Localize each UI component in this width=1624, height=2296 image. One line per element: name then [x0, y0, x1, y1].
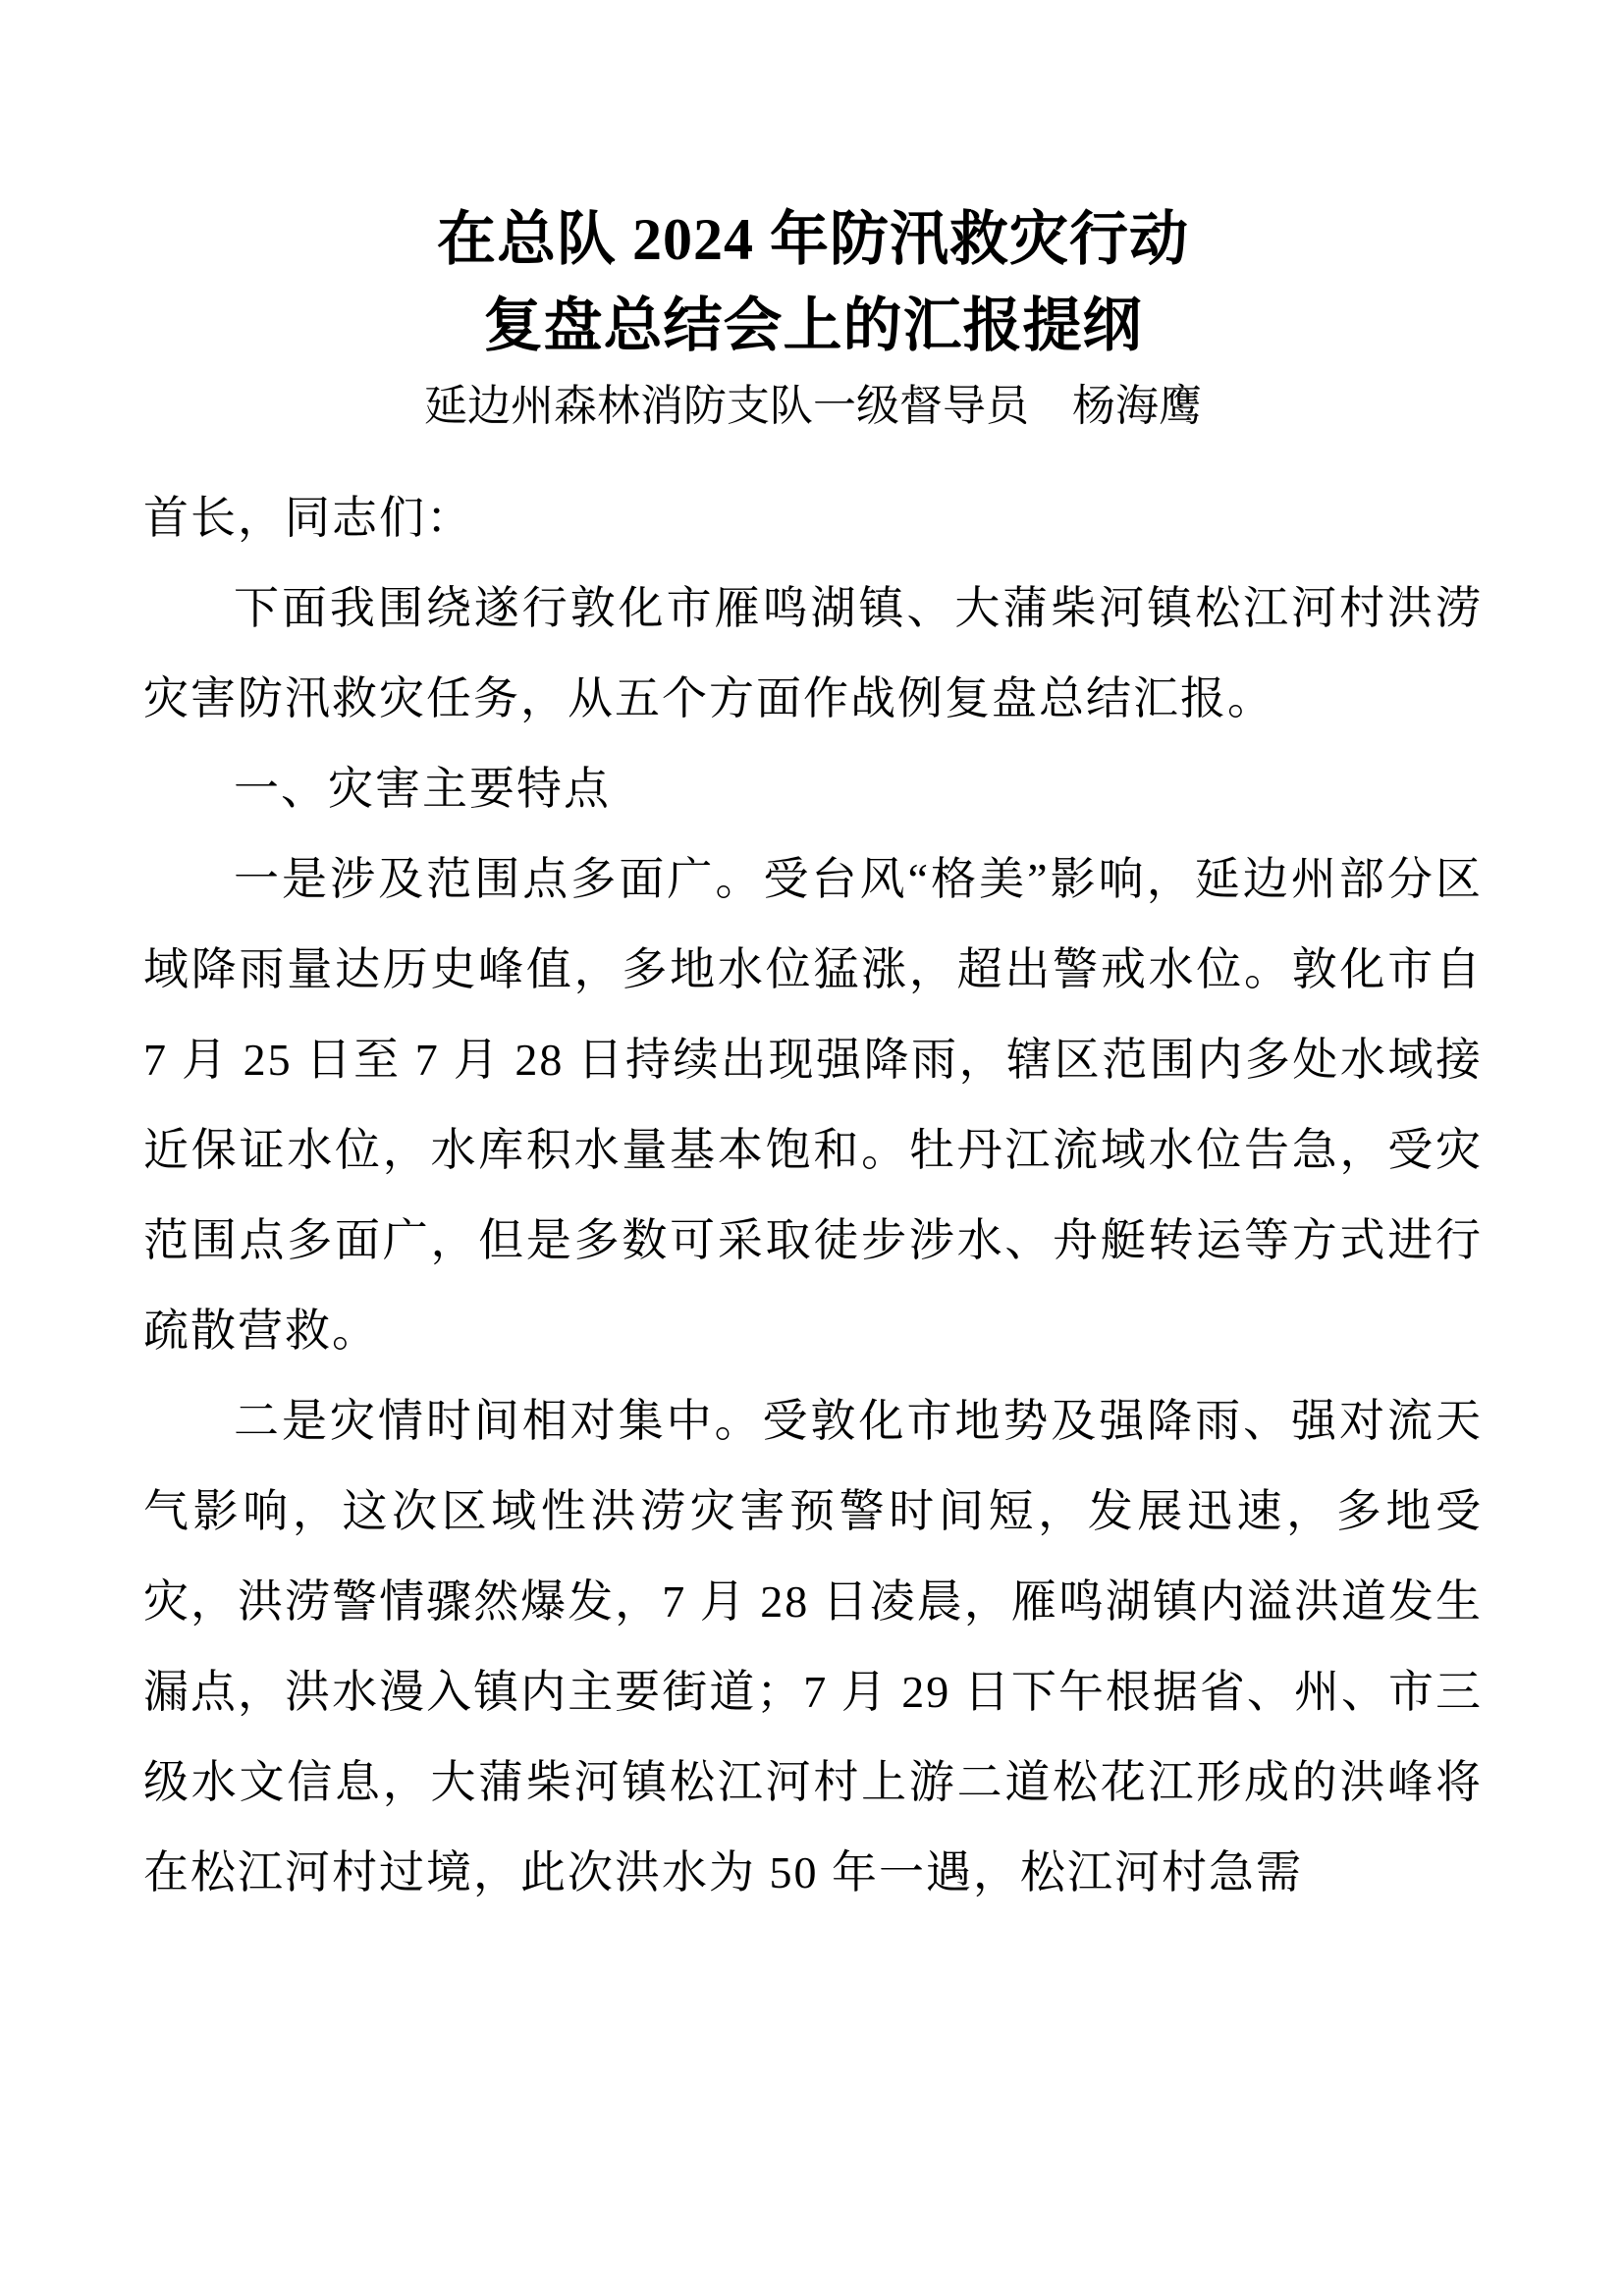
- paragraph-section-heading-1: 一、灾害主要特点: [234, 764, 611, 814]
- paragraph-point-2: 二是灾情时间相对集中。受敦化市地势及强降雨、强对流天气影响，这次区域性洪涝灾害预警时间短，发展迅速，多地受灾，洪涝警情骤然爆发，7 月 28 日凌晨，雁鸣湖镇内溢洪道发生漏点，洪水漫入镇内主要街道；7 月 29 日下午根据省、州、市三级水文信息，大蒲柴河镇松江河村上游二道松花江形成的洪峰将在松江河村过境，此次洪水为 50 年一遇，松江河村急需: [143, 1396, 1483, 1897]
- title-line-2: 复盘总结会上的汇报提纲: [483, 294, 1143, 358]
- paragraph-intro: 下面我围绕遂行敦化市雁鸣湖镇、大蒲柴河镇松江河村洪涝灾害防汛救灾任务，从五个方面作战例复盘总结汇报。: [143, 583, 1483, 723]
- document-title: [143, 196, 1483, 369]
- paragraph-salutation: 首长，同志们：: [143, 493, 473, 543]
- title-line-1: 在总队 2024 年防汛救灾行动: [437, 207, 1189, 272]
- byline: 延边州森林消防支队一级督导员 杨海鹰: [424, 382, 1202, 430]
- document-body: [143, 473, 1483, 1918]
- paragraph-point-1: 一是涉及范围点多面广。受台风“格美”影响，延边州部分区域降雨量达历史峰值，多地水位猛涨，超出警戒水位。敦化市自 7 月 25 日至 7 月 28 日持续出现强降雨，辖区范围内多处水域接近保证水位，水库积水量基本饱和。牡丹江流域水位告急，受灾范围点多面广，但是多数可采取徒步涉水、舟艇转运等方式进行疏散营救。: [143, 854, 1483, 1356]
